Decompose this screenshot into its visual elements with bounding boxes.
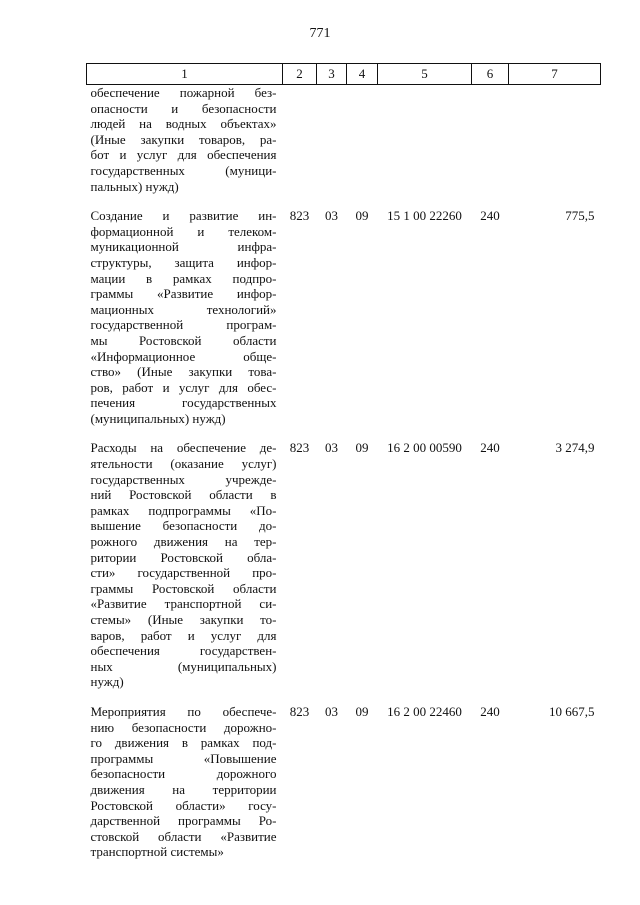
row-name-line: (Иные закупки товаров, ра- [90, 131, 277, 147]
subsection-code-cell: 09 [355, 703, 369, 719]
target-article-cell: 15 1 00 22260 [387, 208, 462, 224]
row-name-line: ятельности (оказание услуг) [90, 456, 277, 472]
header-col-5: 5 [378, 64, 472, 85]
row-name-line: нию безопасности дорожно- [90, 719, 277, 735]
row-name-line: Расходы на обеспечение де- [90, 440, 277, 456]
row-name-line: го движения в рамках под- [90, 735, 277, 751]
row-name-line: обеспечения государствен- [90, 643, 277, 659]
row-name-line: государственных учрежде- [90, 471, 277, 487]
row-name-line: Мероприятия по обеспече- [90, 703, 277, 719]
row-name-line: Создание и развитие ин- [90, 208, 277, 224]
row-name-line: мы Ростовской области [90, 332, 277, 348]
row-name-line: движения на территории [90, 781, 277, 797]
row-name-line: граммы «Развитие инфор- [90, 286, 277, 302]
ministry-code-cell: 823 [289, 440, 310, 456]
row-name-line: структуры, защита инфор- [90, 254, 277, 270]
row-name-line: печения государственных [90, 395, 277, 411]
row-name-line: транспортной системы» [90, 844, 224, 860]
row-name-line: мации в рамках подпро- [90, 270, 277, 286]
row-name-cell [87, 208, 283, 440]
ministry-code-cell [283, 85, 317, 209]
row-name-line: «Информационное обще- [90, 348, 277, 364]
row-name-line: ритории Ростовской обла- [90, 549, 277, 565]
header-col-4: 4 [347, 64, 378, 85]
row-name-line: муникационной инфра- [90, 239, 277, 255]
row-name-line: ний Ростовской области в [90, 487, 277, 503]
budget-table [86, 63, 601, 874]
section-code-cell: 03 [325, 208, 338, 224]
row-name-line: формационной и телеком- [90, 223, 277, 239]
table-header [87, 64, 601, 85]
row-name-line: нужд) [90, 674, 124, 690]
row-name-line: государственной програм- [90, 317, 277, 333]
row-name-line: вышение безопасности до- [90, 518, 277, 534]
header-col-7: 7 [509, 64, 601, 85]
row-name-line: пальных) нужд) [90, 178, 179, 194]
row-name-line: ство» (Иные закупки това- [90, 364, 277, 380]
amount-cell: 10 667,5 [549, 703, 595, 719]
ministry-code-cell: 823 [289, 703, 310, 719]
ministry-code-cell: 823 [289, 208, 310, 224]
table-row [87, 704, 601, 874]
subsection-code-cell [347, 85, 378, 209]
row-name-line: стовской области «Развитие [90, 828, 277, 844]
row-name-line: бот и услуг для обеспечения [90, 147, 277, 163]
expense-type-cell [472, 85, 509, 209]
header-col-1: 1 [87, 64, 283, 85]
page-number: 771 [309, 26, 331, 41]
section-code-cell: 03 [325, 440, 338, 456]
subsection-code-cell: 09 [355, 208, 369, 224]
row-name-line: опасности и безопасности [90, 100, 277, 116]
amount-cell: 775,5 [565, 208, 595, 224]
row-name-cell [87, 85, 283, 209]
row-name-line: стемы» (Иные закупки то- [90, 612, 277, 627]
row-name-line: «Развитие транспортной си- [90, 596, 277, 612]
section-code-cell: 03 [325, 703, 338, 719]
amount-cell [509, 85, 601, 209]
table-row [87, 85, 601, 209]
subsection-code-cell: 09 [355, 440, 369, 456]
row-name-line: рожного движения на тер- [90, 534, 277, 550]
row-name-line: сти» государственной про- [90, 565, 277, 581]
target-article-cell [378, 85, 472, 209]
expense-type-cell: 240 [480, 440, 500, 456]
amount-cell: 3 274,9 [555, 440, 595, 456]
row-name-line: безопасности дорожного [90, 766, 277, 782]
table-row [87, 440, 601, 704]
row-name-line: мационных технологий» [90, 301, 277, 317]
section-code-cell [317, 85, 347, 209]
row-name-line: обеспечение пожарной без- [90, 85, 277, 100]
row-name-line: (муниципальных) нужд) [90, 410, 226, 426]
row-name-line: ров, работ и услуг для обес- [90, 379, 277, 395]
row-name-line: программы «Повышение [90, 750, 277, 766]
row-name-cell [87, 440, 283, 704]
target-article-cell: 16 2 00 00590 [387, 440, 462, 456]
row-name-line: рамках подпрограммы «По- [90, 502, 277, 518]
header-col-2: 2 [283, 64, 317, 85]
row-name-line: дарственной программы Ро- [90, 813, 277, 829]
row-name-line: варов, работ и услуг для [90, 627, 277, 643]
header-row [87, 64, 601, 85]
row-name-line: Ростовской области» госу- [90, 797, 277, 813]
header-col-3: 3 [317, 64, 347, 85]
row-name-line: государственных (муници- [90, 162, 277, 178]
expense-type-cell: 240 [480, 208, 500, 224]
table-body [87, 85, 601, 874]
table-row [87, 208, 601, 440]
row-name-line: ных (муниципальных) [90, 658, 277, 674]
row-name-cell [87, 704, 283, 874]
row-name-line: людей на водных объектах» [90, 116, 277, 132]
expense-type-cell: 240 [480, 703, 500, 719]
row-name-line: граммы Ростовской области [90, 580, 277, 596]
target-article-cell: 16 2 00 22460 [387, 703, 462, 719]
header-col-6: 6 [472, 64, 509, 85]
